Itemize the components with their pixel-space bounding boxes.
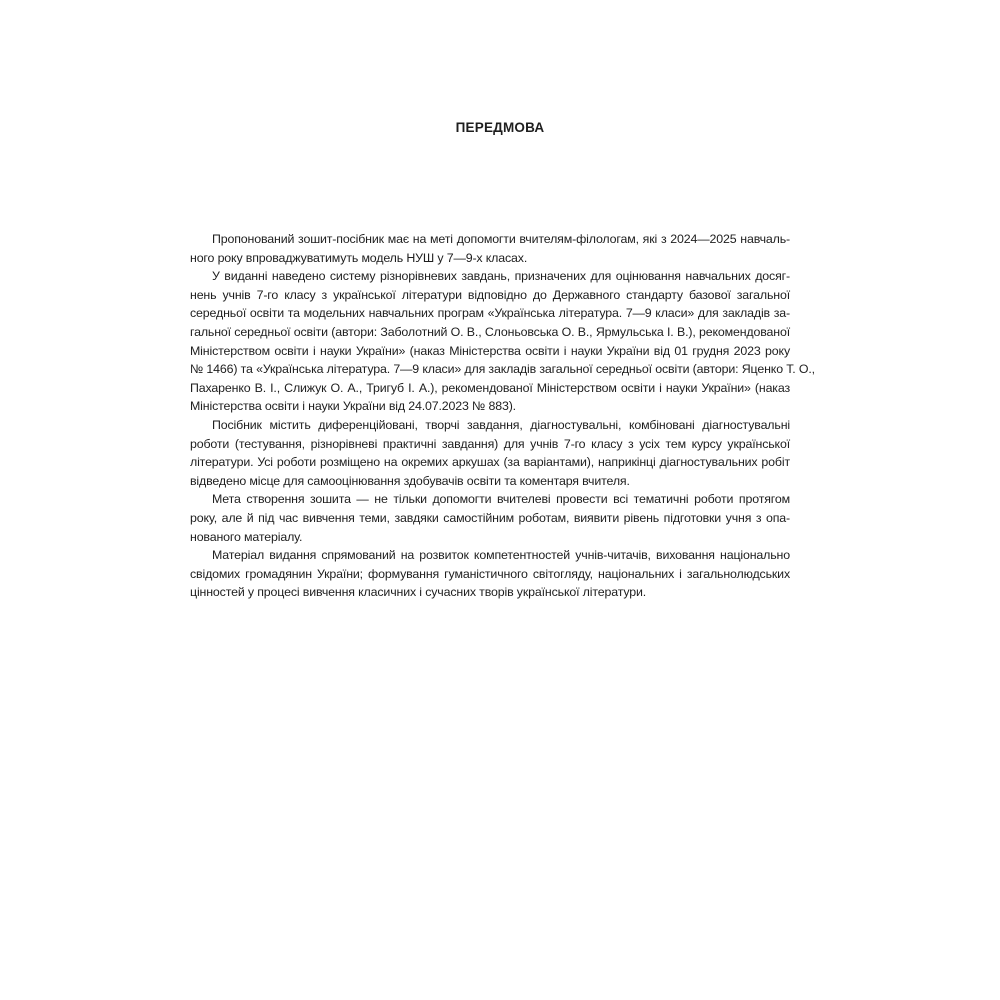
text-line: ного року впроваджуватимуть модель НУШ у 7—9-х класах.	[190, 250, 528, 265]
text-line: Мета створення зошита — не тільки допомогти вчителеві провести всі тематичні роботи протягом	[212, 492, 790, 507]
text-line: гальної середньої освіти (автори: Заболотний О. В., Слоньовська О. В., Ярмульська І. В.), рекомендованої	[190, 324, 790, 339]
paragraph	[190, 416, 790, 490]
page-title: ПЕРЕДМОВА	[455, 120, 545, 135]
paragraph	[190, 546, 790, 602]
text-line: середньої освіти та модельних навчальних програм «Українська література. 7—9 класи» для закладів за-	[190, 306, 790, 321]
text-line: свідомих громадянин України; формування гуманістичного світогляду, національних і загальнолюдських	[190, 566, 790, 581]
text-line: літератури. Усі роботи розміщено на окремих аркушах (за варіантами), наприкінці діагностувальних робіт	[190, 455, 790, 470]
text-line: Пропонований зошит-посібник має на меті допомогти вчителям-філологам, які з 2024—2025 навчаль-	[212, 232, 790, 246]
text-line: № 1466) та «Українська література. 7—9 класи» для закладів загальної середньої освіти (автори: Яценко Т. О.,	[190, 362, 815, 377]
text-line: Пахаренко В. І., Слижук О. А., Тригуб І. А.), рекомендованої Міністерством освіти і науки України» (наказ	[190, 380, 790, 395]
text-line: Міністерством освіти і науки України» (наказ Міністерства освіти і науки України від 01 грудня 2023 року	[190, 343, 790, 358]
paragraph	[190, 230, 790, 267]
text-line: Посібник містить диференційовані, творчі завдання, діагностувальні, комбіновані діагностувальні	[212, 417, 790, 432]
text-line: Міністерства освіти і науки України від 24.07.2023 № 883).	[190, 399, 516, 414]
paragraph	[190, 490, 790, 546]
paragraph	[190, 267, 815, 416]
text-line: нованого матеріалу.	[190, 529, 303, 544]
text-line: Матеріал видання спрямований на розвиток компетентностей учнів-читачів, виховання національно	[212, 548, 790, 563]
document-body	[190, 230, 815, 602]
text-line: цінностей у процесі вивчення класичних і сучасних творів української літератури.	[190, 585, 647, 600]
text-line: роботи (тестування, різнорівневі практичні завдання) для учнів 7-го класу з усіх тем курсу української	[190, 436, 790, 451]
text-line: року, але й під час вивчення теми, завдяки самостійним роботам, виявити рівень підготовки учня з опа-	[190, 510, 790, 525]
text-line: відведено місце для самооцінювання здобувачів освіти та коментаря вчителя.	[190, 473, 630, 488]
text-line: нень учнів 7-го класу з української літератури відповідно до Державного стандарту базової загальної	[190, 287, 790, 302]
text-line: У виданні наведено систему різнорівневих завдань, призначених для оцінювання навчальних досяг-	[212, 269, 790, 284]
